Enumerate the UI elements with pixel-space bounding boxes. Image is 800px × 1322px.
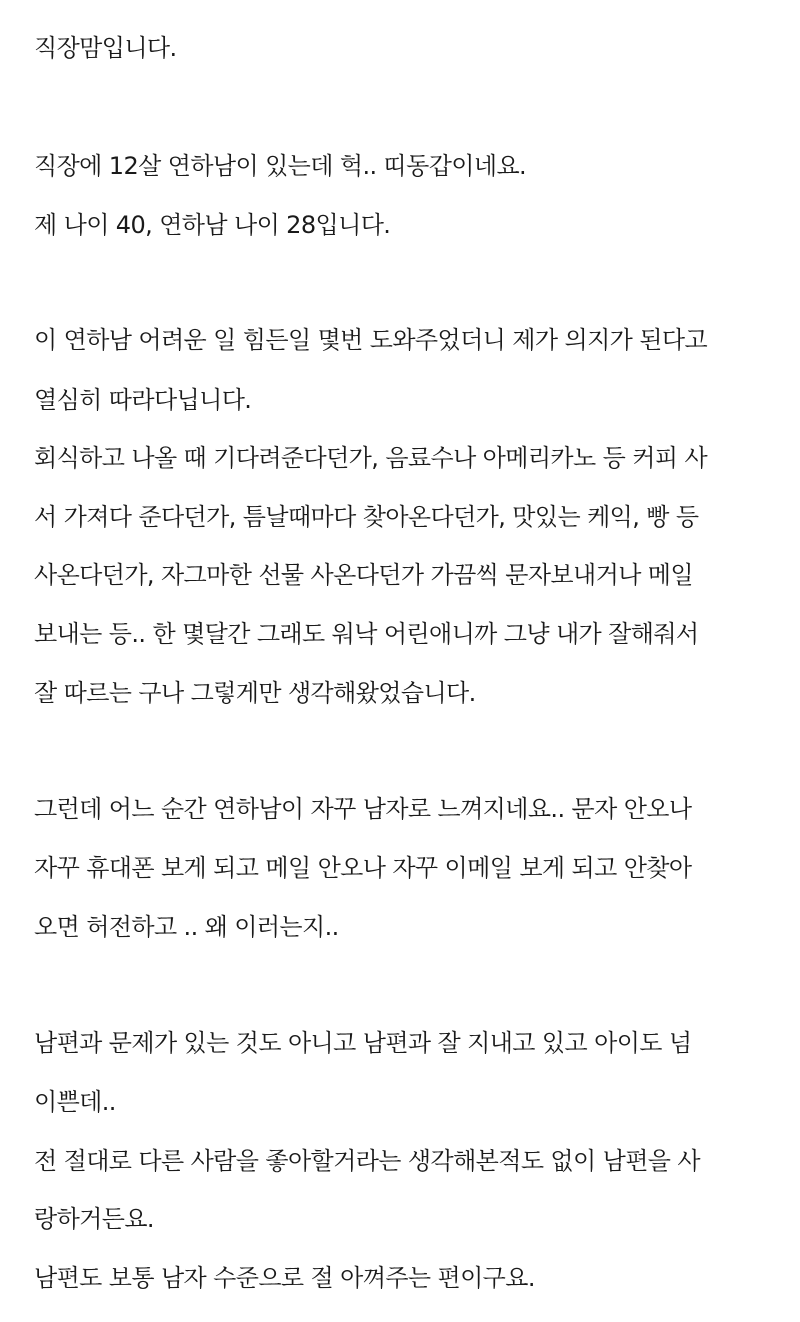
text-line: 열심히 따라다닙니다. (34, 386, 252, 414)
text-line: 이쁜데.. (34, 1088, 116, 1116)
text-line: 사온다던가, 자그마한 선물 사온다던가 가끔씩 문자보내거나 메일 (34, 561, 693, 589)
text-line: 오면 허전하고 .. 왜 이러는지.. (34, 913, 339, 941)
text-line: 그런데 어느 순간 연하남이 자꾸 남자로 느껴지네요.. 문자 안오나 (34, 795, 692, 823)
text-line: 자꾸 휴대폰 보게 되고 메일 안오나 자꾸 이메일 보게 되고 안찾아 (34, 854, 692, 882)
text-line: 보내는 등.. 한 몇달간 그래도 워낙 어린애니까 그냥 내가 잘해줘서 (34, 620, 699, 648)
text-line: 직장에 12살 연하남이 있는데 헉.. 띠동갑이네요. (34, 152, 527, 180)
text-line: 이 연하남 어려운 일 힘든일 몇번 도와주었더니 제가 의지가 된다고 (34, 326, 708, 354)
text-line: 남편도 보통 남자 수준으로 절 아껴주는 편이구요. (34, 1264, 535, 1292)
text-line: 전 절대로 다른 사람을 좋아할거라는 생각해본적도 없이 남편을 사 (34, 1147, 700, 1175)
text-line: 회식하고 나올 때 기다려준다던가, 음료수나 아메리카노 등 커피 사 (34, 444, 708, 472)
text-line: 랑하거든요. (34, 1205, 154, 1233)
text-line: 남편과 문제가 있는 것도 아니고 남편과 잘 지내고 있고 아이도 넘 (34, 1029, 692, 1057)
text-line: 제 나이 40, 연하남 나이 28입니다. (34, 211, 391, 239)
text-line: 잘 따르는 구나 그렇게만 생각해왔었습니다. (34, 679, 476, 707)
text-line: 직장맘입니다. (34, 34, 177, 62)
text-line: 서 가져다 준다던가, 틈날때마다 찾아온다던가, 맛있는 케익, 빵 등 (34, 503, 699, 531)
